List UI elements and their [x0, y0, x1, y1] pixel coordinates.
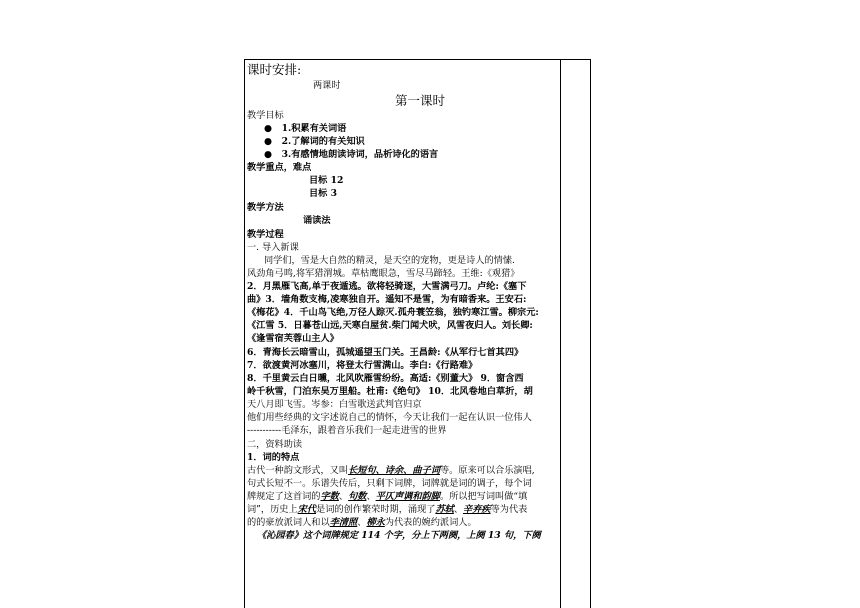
section-title: 一. 导入新课 — [247, 242, 299, 253]
highlight: 苏轼 — [435, 504, 454, 515]
key-goal: 目标 3 — [309, 188, 337, 199]
paragraph-line: 《沁园春》这个词牌规定 114 个字，分上下两阕，上阕 13 句，下阕 — [257, 530, 541, 541]
paragraph-line: 句式长短不一。乐谱失传后，只剩下词牌，词牌就是词的调子，每个词 — [247, 478, 532, 489]
lesson-title: 第一课时 — [395, 93, 446, 108]
key-title: 教学重点，难点 — [247, 162, 312, 173]
hours: 两课时 — [313, 80, 341, 91]
paragraph-line: 牌规定了这首词的字数、句数、平仄声调和韵脚。所以把写词叫做“填 — [247, 491, 528, 502]
highlight: 平仄声调和韵脚 — [375, 491, 440, 502]
goal-item: ● 2.了解词的有关知识 — [264, 136, 365, 147]
paragraph-line: 词”，历史上宋代是词的创作繁荣时期，涌现了苏轼、辛弃疾等为代表 — [247, 504, 528, 515]
paragraph-line: 的的豪放派词人和以李清照、柳永为代表的婉约派词人。 — [247, 517, 477, 528]
paragraph-line: 岭千秋雪，门泊东吴万里船。杜甫:《绝句》 10．北风卷地白草折，胡 — [247, 386, 533, 397]
paragraph-line: 《梅花》4．千山鸟飞绝,万径人踪灭.孤舟蓑笠翁，独钓寒江雪。柳宗元: — [247, 307, 539, 318]
paragraph-line: 6．青海长云暗雪山，孤城遥望玉门关。王昌龄:《从军行七首其四》 — [247, 347, 524, 358]
highlight: 句数 — [348, 491, 367, 502]
key-goal: 目标 12 — [309, 175, 344, 186]
paragraph-line: 他们用些经典的文字述说自己的情怀，今天让我们一起在认识一位伟人 — [247, 412, 532, 423]
process-title: 教学过程 — [247, 229, 284, 240]
paragraph-line: 同学们，雪是大自然的精灵，是天空的宠物，更是诗人的情愫. — [264, 255, 515, 266]
highlight: 李清照 — [329, 517, 358, 528]
paragraph-line: 天八月即飞雪。岑参：白雪歌送武判官归京 — [247, 399, 422, 410]
paragraph-line: -----------毛泽东，跟着音乐我们一起走进雪的世界 — [247, 425, 447, 436]
highlight: 宋代 — [297, 504, 317, 515]
paragraph-line: 《逢雪宿芙蓉山主人》 — [247, 333, 339, 344]
section-title: 二，资料助读 — [247, 439, 303, 450]
highlight: 辛弃疾 — [463, 504, 491, 515]
schedule-header: 课时安排: — [247, 62, 302, 77]
right-border — [590, 60, 591, 608]
paragraph-line: 7．欲渡黄河冰塞川，将登太行雪满山。李白:《行路难》 — [247, 360, 478, 371]
subsection-title: 1．词的特点 — [247, 452, 300, 463]
method: 诵读法 — [303, 215, 331, 226]
paragraph-line: 8．千里黄云白日曛，北风吹雁雪纷纷。高适:《别董大》 9．窗含西 — [247, 373, 524, 384]
lesson-table — [244, 59, 591, 608]
column-divider — [560, 60, 561, 608]
paragraph-line: 古代一种韵文形式，又叫长短句、诗余、曲子词等。原来可以合乐演唱, — [247, 465, 535, 476]
paragraph-line: 曲》3．墙角数支梅,凌寒独自开。遥知不是雪，为有暗香来。王安石: — [247, 294, 527, 305]
highlight: 字数 — [320, 491, 339, 502]
goal-item: ● 1.积累有关词语 — [264, 123, 347, 134]
highlight: 长短句、诗余、曲子词 — [348, 465, 440, 476]
goal-item: ● 3.有感情地朗读诗词，品析诗化的语言 — [264, 149, 439, 160]
highlight: 柳永 — [366, 517, 385, 528]
paragraph-line: 《江雪 5．日暮苍山远,天寒白屋贫.柴门闻犬吠，风雪夜归人。刘长卿: — [247, 320, 533, 331]
paragraph-line: 2．月黑雁飞高,单于夜遁逃。欲将轻骑逐，大雪满弓刀。卢纶:《塞下 — [247, 281, 527, 292]
goals-title: 教学目标 — [247, 110, 284, 121]
method-title: 教学方法 — [247, 202, 284, 213]
paragraph-line: 风劲角弓鸣,将军猎渭城。草枯鹰眼急，雪尽马蹄轻。王维:《观猎》 — [247, 268, 520, 279]
